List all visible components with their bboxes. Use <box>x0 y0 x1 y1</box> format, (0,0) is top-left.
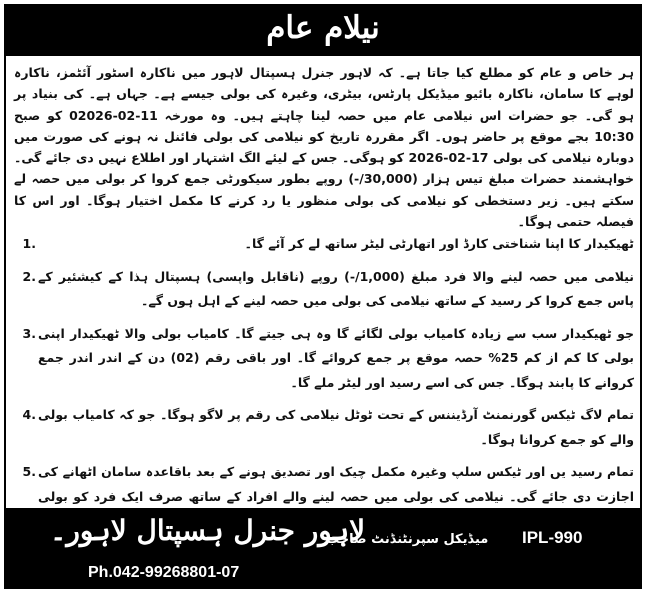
condition-number: 1. <box>22 236 36 251</box>
signatory-title: میڈیکل سپرنٹنڈنٹ صاحب <box>326 532 489 547</box>
phone-number: Ph.042-99268801-07 <box>88 564 240 581</box>
condition-text: ٹھیکیدار کا اپنا شناختی کارڈ اور اتھارٹی لیٹر ساتھ لے کر آئے گا۔ <box>244 236 634 251</box>
condition-number: 3. <box>22 325 36 341</box>
notice-paragraph: ہر خاص و عام کو مطلع کیا جاتا ہے۔ کہ لاہور جنرل ہسپتال لاہور میں ناکارہ اسٹور آئٹمز، ناکارہ لوہے کا سامان، ناکارہ بائیو میڈیکل پارٹس، بیٹری، وغیرہ کی بولی جیسے ہے۔ جہاں ہے۔ کی بنیاد پر ہو گی۔ جو حضرات اس نیلامی عام میں حصہ لینا چاہتے ہیں۔ وہ مورخہ 11-02-02026 کو صبح 10:30 بجے موقع پر حاضر ہوں۔ اگر مقررہ تاریخ کو نیلامی کی بولی فائنل نہ ہونے کی صورت میں دوبارہ نیلامی کی بولی 17-02-2026 کو ہوگی۔ جس کے لیئے الگ اشتہار اور اطلاع نہیں دی جائے گی۔ خواہشمند حضرات مبلغ تیس ہزار (30,000/-) روپے بطور سیکورٹی جمع کروا کر بولی میں حصہ لے سکتے ہیں۔ زیر دستخطی کو نیلامی کی بولی منظور یا رد کرنے کا مکمل اختیار ہوگا۔ اور اس کا فیصلہ حتمی ہوگا۔ <box>14 65 634 230</box>
header-bar <box>6 6 640 56</box>
hospital-name: لاہور جنرل ہسپتال لاہور۔ <box>50 514 366 547</box>
condition-item <box>14 322 634 396</box>
condition-text: تمام لاگ ٹیکس گورنمنٹ آرڈیننس کے تحت ٹوٹل نیلامی کی رقم پر لاگو ہوگا۔ جو کہ کامیاب بولی والے کو جمع کروانا ہوگا۔ <box>38 407 634 447</box>
condition-number: 4. <box>22 407 36 422</box>
condition-item <box>14 265 634 314</box>
condition-number: 2. <box>22 268 36 284</box>
footer-bar <box>6 508 640 589</box>
condition-number: 5. <box>22 464 36 479</box>
ipl-number: IPL-990 <box>522 528 583 547</box>
notice-body <box>14 62 634 232</box>
condition-item <box>14 403 634 452</box>
notice-title: نیلام عام <box>266 10 380 46</box>
condition-text: تمام رسید یں اور ٹیکس سلپ وغیرہ مکمل چیک اور تصدیق ہونے کے بعد باقاعدہ سامان اٹھانے کی اجازت دی جائے گی۔ نیلامی کی بولی میں حصہ لینے والے افراد کے ساتھ صرف ایک فرد کو بولی <box>38 464 634 504</box>
condition-text: نیلامی میں حصہ لینے والا فرد مبلغ (1,000/-) روپے (ناقابل واپسی) ہسپتال ہذا کے کیشئیر کے پاس جمع کروا کر رسید کے ساتھ نیلامی کی بولی میں حصہ لینے کے اہل ہوں گے۔ <box>38 268 634 308</box>
condition-item <box>14 232 634 257</box>
condition-text: جو ٹھیکیدار سب سے زیادہ کامیاب بولی لگائے گا وہ ہی جیتے گا۔ کامیاب بولی والا ٹھیکیدار اپنی بولی کا کم از کم 25% حصہ موقع پر جمع کروائے گا۔ اور باقی رقم (02) دن کے اندر اندر جمع کروانے کا پابند ہوگا۔ جس کی اسے رسید اور لیٹر ملے گا۔ <box>38 325 634 390</box>
